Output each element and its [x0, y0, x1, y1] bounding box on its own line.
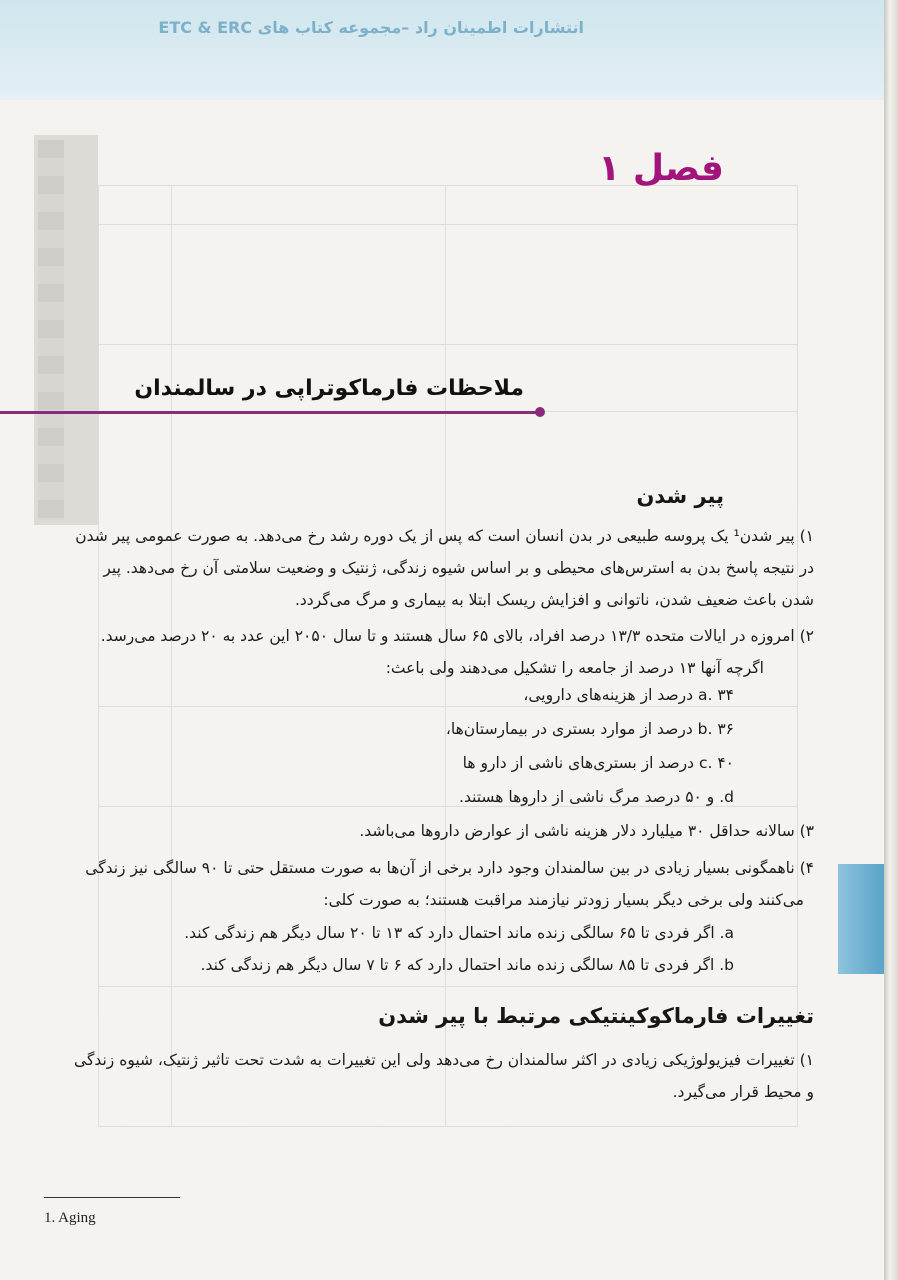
- chapter-tab-marker: [838, 864, 884, 974]
- chapter-title: فصل ۱: [598, 148, 724, 189]
- aging-paragraph-1: [34, 520, 814, 616]
- pk-paragraph-1: [34, 1044, 814, 1108]
- text-line: در نتیجه پاسخ بدن به استرس‌های محیطی و بر اساس شیوه زندگی، ژنتیک و وضعیت سلامتی آن رخ می‌دهد. پیر: [103, 559, 814, 577]
- aging-paragraph-2: [34, 620, 814, 684]
- text-line: می‌کنند ولی برخی دیگر بسیار زودتر نیازمند مراقبت هستند؛ به صورت کلی:: [323, 891, 804, 909]
- text-line: و محیط قرار می‌گیرد.: [672, 1083, 814, 1101]
- aging-paragraph-3: ۳) سالانه حداقل ۳۰ میلیارد دلار هزینه ناشی از عوارض داروها می‌باشد.: [359, 822, 814, 840]
- list-item: a. ۳۴ درصد از هزینه‌های دارویی،: [523, 686, 734, 704]
- section-rule: [0, 411, 540, 414]
- page-edge: [884, 0, 898, 1280]
- publisher-header: انتشارات اطمینان راد –مجموعه کتاب های ETC & ERC: [158, 18, 584, 37]
- text-line: ۱) پیر شدن¹ یک پروسه طبیعی در بدن انسان است که پس از یک دوره رشد رخ می‌دهد. به صورت عمومی پیر شدن: [75, 527, 814, 545]
- section-title: ملاحظات فارماکوتراپی در سالمندان: [134, 376, 524, 401]
- list-item: d. و ۵۰ درصد مرگ ناشی از داروها هستند.: [459, 788, 734, 806]
- list-item: b. اگر فردی تا ۸۵ سالگی زنده ماند احتمال دارد که ۶ تا ۷ سال دیگر هم زندگی کند.: [200, 956, 734, 974]
- aging-heading: پیر شدن: [636, 484, 724, 508]
- list-item: a. اگر فردی تا ۶۵ سالگی زنده ماند احتمال دارد که ۱۳ تا ۲۰ سال دیگر هم زندگی کند.: [184, 924, 734, 942]
- text-line: شدن باعث ضعیف شدن، ناتوانی و افزایش ریسک ابتلا به بیماری و مرگ می‌گردد.: [294, 591, 814, 609]
- text-line: اگرچه آنها ۱۳ درصد از جامعه را تشکیل می‌دهند ولی باعث:: [385, 659, 764, 677]
- aging-paragraph-4: [34, 852, 814, 916]
- side-strip-pattern: [38, 140, 64, 520]
- list-item: b. ۳۶ درصد از موارد بستری در بیمارستان‌ها،: [445, 720, 734, 738]
- text-line: ۲) امروزه در ایالات متحده ۱۳/۳ درصد افراد، بالای ۶۵ سال هستند و تا سال ۲۰۵۰ این عدد به ۲۰ درصد می‌رسد.: [100, 627, 814, 645]
- section-rule-dot: [535, 407, 545, 417]
- header-band: [0, 0, 884, 100]
- list-item: c. ۴۰ درصد از بستری‌های ناشی از دارو ها: [462, 754, 734, 772]
- footnote: 1. Aging: [44, 1210, 96, 1226]
- footnote-rule: [44, 1197, 180, 1198]
- pk-heading: تغییرات فارماکوکینتیکی مرتبط با پیر شدن: [378, 1004, 814, 1028]
- text-line: ۴) ناهمگونی بسیار زیادی در بین سالمندان وجود دارد برخی از آن‌ها به صورت مستقل حتی تا ۹۰ سالگی نیز زندگی: [85, 859, 814, 877]
- text-line: ۱) تغییرات فیزیولوژیکی زیادی در اکثر سالمندان رخ می‌دهد ولی این تغییرات به شدت تحت تاثیر ژنتیک، شیوه زندگی: [74, 1051, 814, 1069]
